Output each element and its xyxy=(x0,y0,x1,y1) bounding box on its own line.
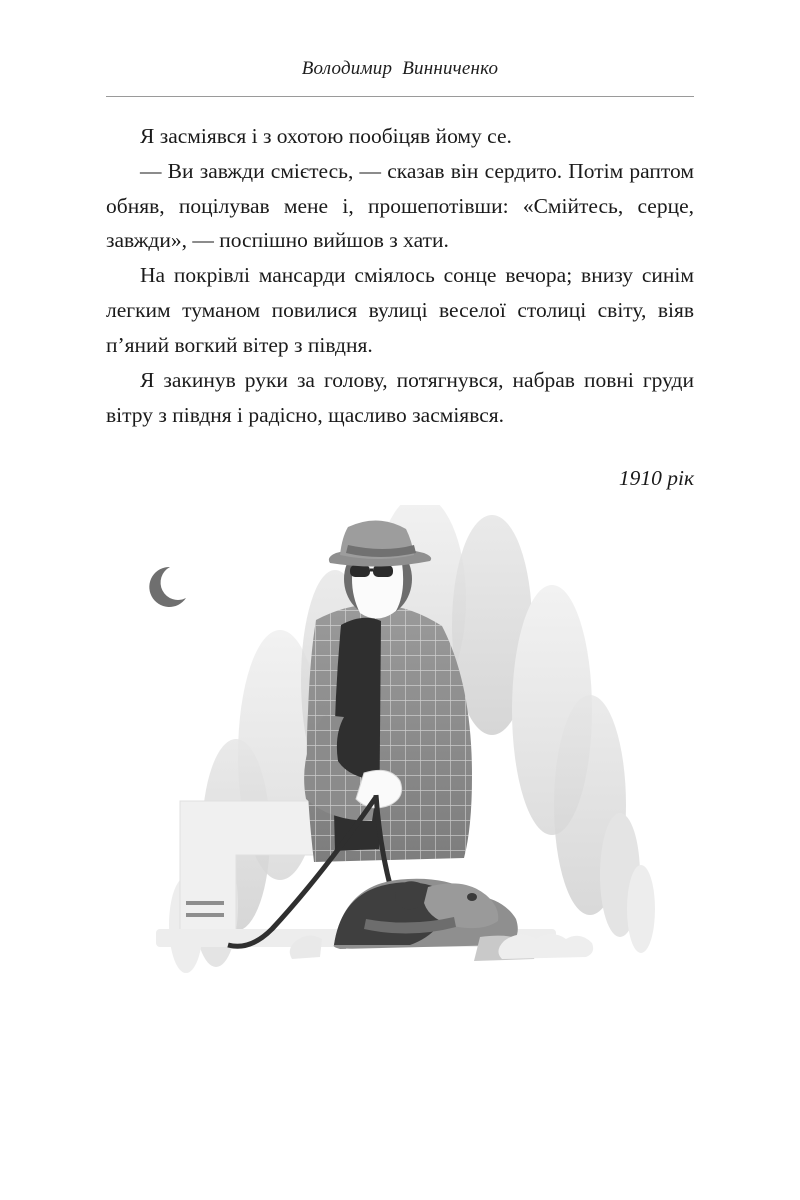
body-text xyxy=(106,119,694,432)
running-head-author-first: Володимир xyxy=(301,58,393,79)
date-line: 1910 рік xyxy=(618,466,694,491)
crescent-moon-icon xyxy=(149,567,186,607)
paragraph: — Ви завжди смієтесь, — сказав він сердито. Потім раптом обняв, поцілував мене і, прошепотівши: «Смійтесь, серце, завжди», — поспішно вийшов з хати. xyxy=(106,158,694,253)
header-divider-rule xyxy=(106,96,694,97)
man-in-hat-with-dog-illustration xyxy=(0,505,800,1045)
paragraph: Я засміявся і з охотою пообіцяв йому се. xyxy=(140,124,512,148)
paragraph: На покрівлі мансарди сміялось сонце вечора; внизу синім легким туманом повилися вулиці веселої столиці світу, віяв п’яний вогкий вітер з півдня. xyxy=(106,263,694,357)
running-head-author-last: Винниченко xyxy=(402,58,499,79)
illustration-svg xyxy=(120,505,680,1035)
running-head xyxy=(0,58,800,80)
paragraph: Я закинув руки за голову, потягнувся, набрав повні груди вітру з півдня і радісно, щасливо засміявся. xyxy=(106,367,694,427)
